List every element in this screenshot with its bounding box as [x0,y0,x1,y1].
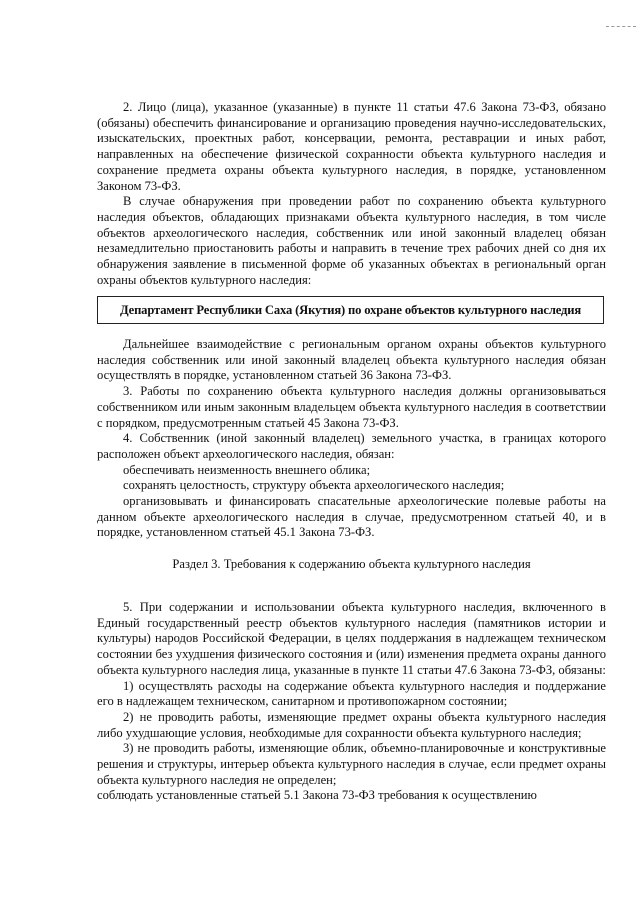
paragraph-block-obligations [97,100,606,288]
list-item-1-expenses: 1) осуществлять расходы на содержание объекта культурного наследия и поддержание его в надлежащем техническом, санитарном и противопожарном состоянии; [97,678,606,709]
paragraph-item-4: 4. Собственник (иной законный владелец) земельного участка, в границах которого расположен объект археологического наследия, обязан: [97,431,606,461]
scan-corner-mark [606,26,636,29]
paragraph-item-5: 5. При содержании и использовании объекта культурного наследия, включенного в Единый государственный реестр объектов культурного наследия (памятников истории и культуры) народов Российской Федерации, в целях поддержания в надлежащем техническом состоянии без ухудшения физического состояния и (или) изменения предмета охраны данного объекта культурного наследия лица, указанные в пункте 11 статьи 47.6 Закона 73-ФЗ, обязаны: [97,600,606,677]
paragraph-comply-requirements: соблюдать установленные статьей 5.1 Закона 73-ФЗ требования к осуществлению [97,788,537,803]
paragraph-discovery: В случае обнаружения при проведении работ по сохранению объекта культурного наследия объектов, обладающих признаками объекта культурного наследия, в том числе объектов археологического наследия, собственник или иной законный владелец обязан незамедлительно приостановить работы и направить в течение трех рабочих дней со дня их обнаружения заявление в письменной форме об указанных объектах в региональный орган охраны объектов культурного наследия: [97,194,606,287]
list-item-3-no-alterations: 3) не проводить работы, изменяющие облик, объемно-планировочные и конструктивные решения и структуры, интерьер объекта культурного наследия в случае, если предмет охраны объекта культурного наследия не определен; [97,741,606,787]
paragraph-item-2: 2. Лицо (лица), указанное (указанные) в пункте 11 статьи 47.6 Закона 73-ФЗ, обязано (обязаны) обеспечить финансирование и организацию проведения научно-исследовательских, изыскательских, проектных работ, консервации, ремонта, реставрации и иных работ, направленных на обеспечение физической сохранности объекта культурного наследия и сохранение предмета охраны объекта культурного наследия, в порядке, установленном Законом 73-ФЗ. [97,100,606,193]
list-item-appearance: обеспечивать неизменность внешнего облика; [123,462,371,477]
paragraph-block-interaction [97,337,606,541]
paragraph-item-3: 3. Работы по сохранению объекта культурного наследия должны организовываться собственником или иным законным владельцем объекта культурного наследия в соответствии с порядком, предусмотренным статьей 45 Закона 73-ФЗ. [97,384,606,430]
list-item-integrity: сохранять целостность, структуру объекта археологического наследия; [123,478,505,493]
paragraph-block-maintenance [97,600,606,804]
list-item-rescue-works: организовывать и финансировать спасательные археологические полевые работы на данном объекте археологического наследия в случае, предусмотренном статьей 40, и в порядке, установленном статьей 45.1 Закона 73-ФЗ. [97,494,606,540]
list-item-2-no-works: 2) не проводить работы, изменяющие предмет охраны объекта культурного наследия либо ухудшающие условия, необходимые для сохранности объекта культурного наследия; [97,709,606,740]
paragraph-interaction: Дальнейшее взаимодействие с региональным органом охраны объектов культурного наследия собственник или иной законный владелец объекта культурного наследия обязан осуществлять в порядке, установленном статьей 36 Закона 73-ФЗ. [97,337,606,383]
department-banner: Департамент Республики Саха (Якутия) по охране объектов культурного наследия [97,296,604,324]
section-3-title: Раздел 3. Требования к содержанию объекта культурного наследия [172,557,531,571]
